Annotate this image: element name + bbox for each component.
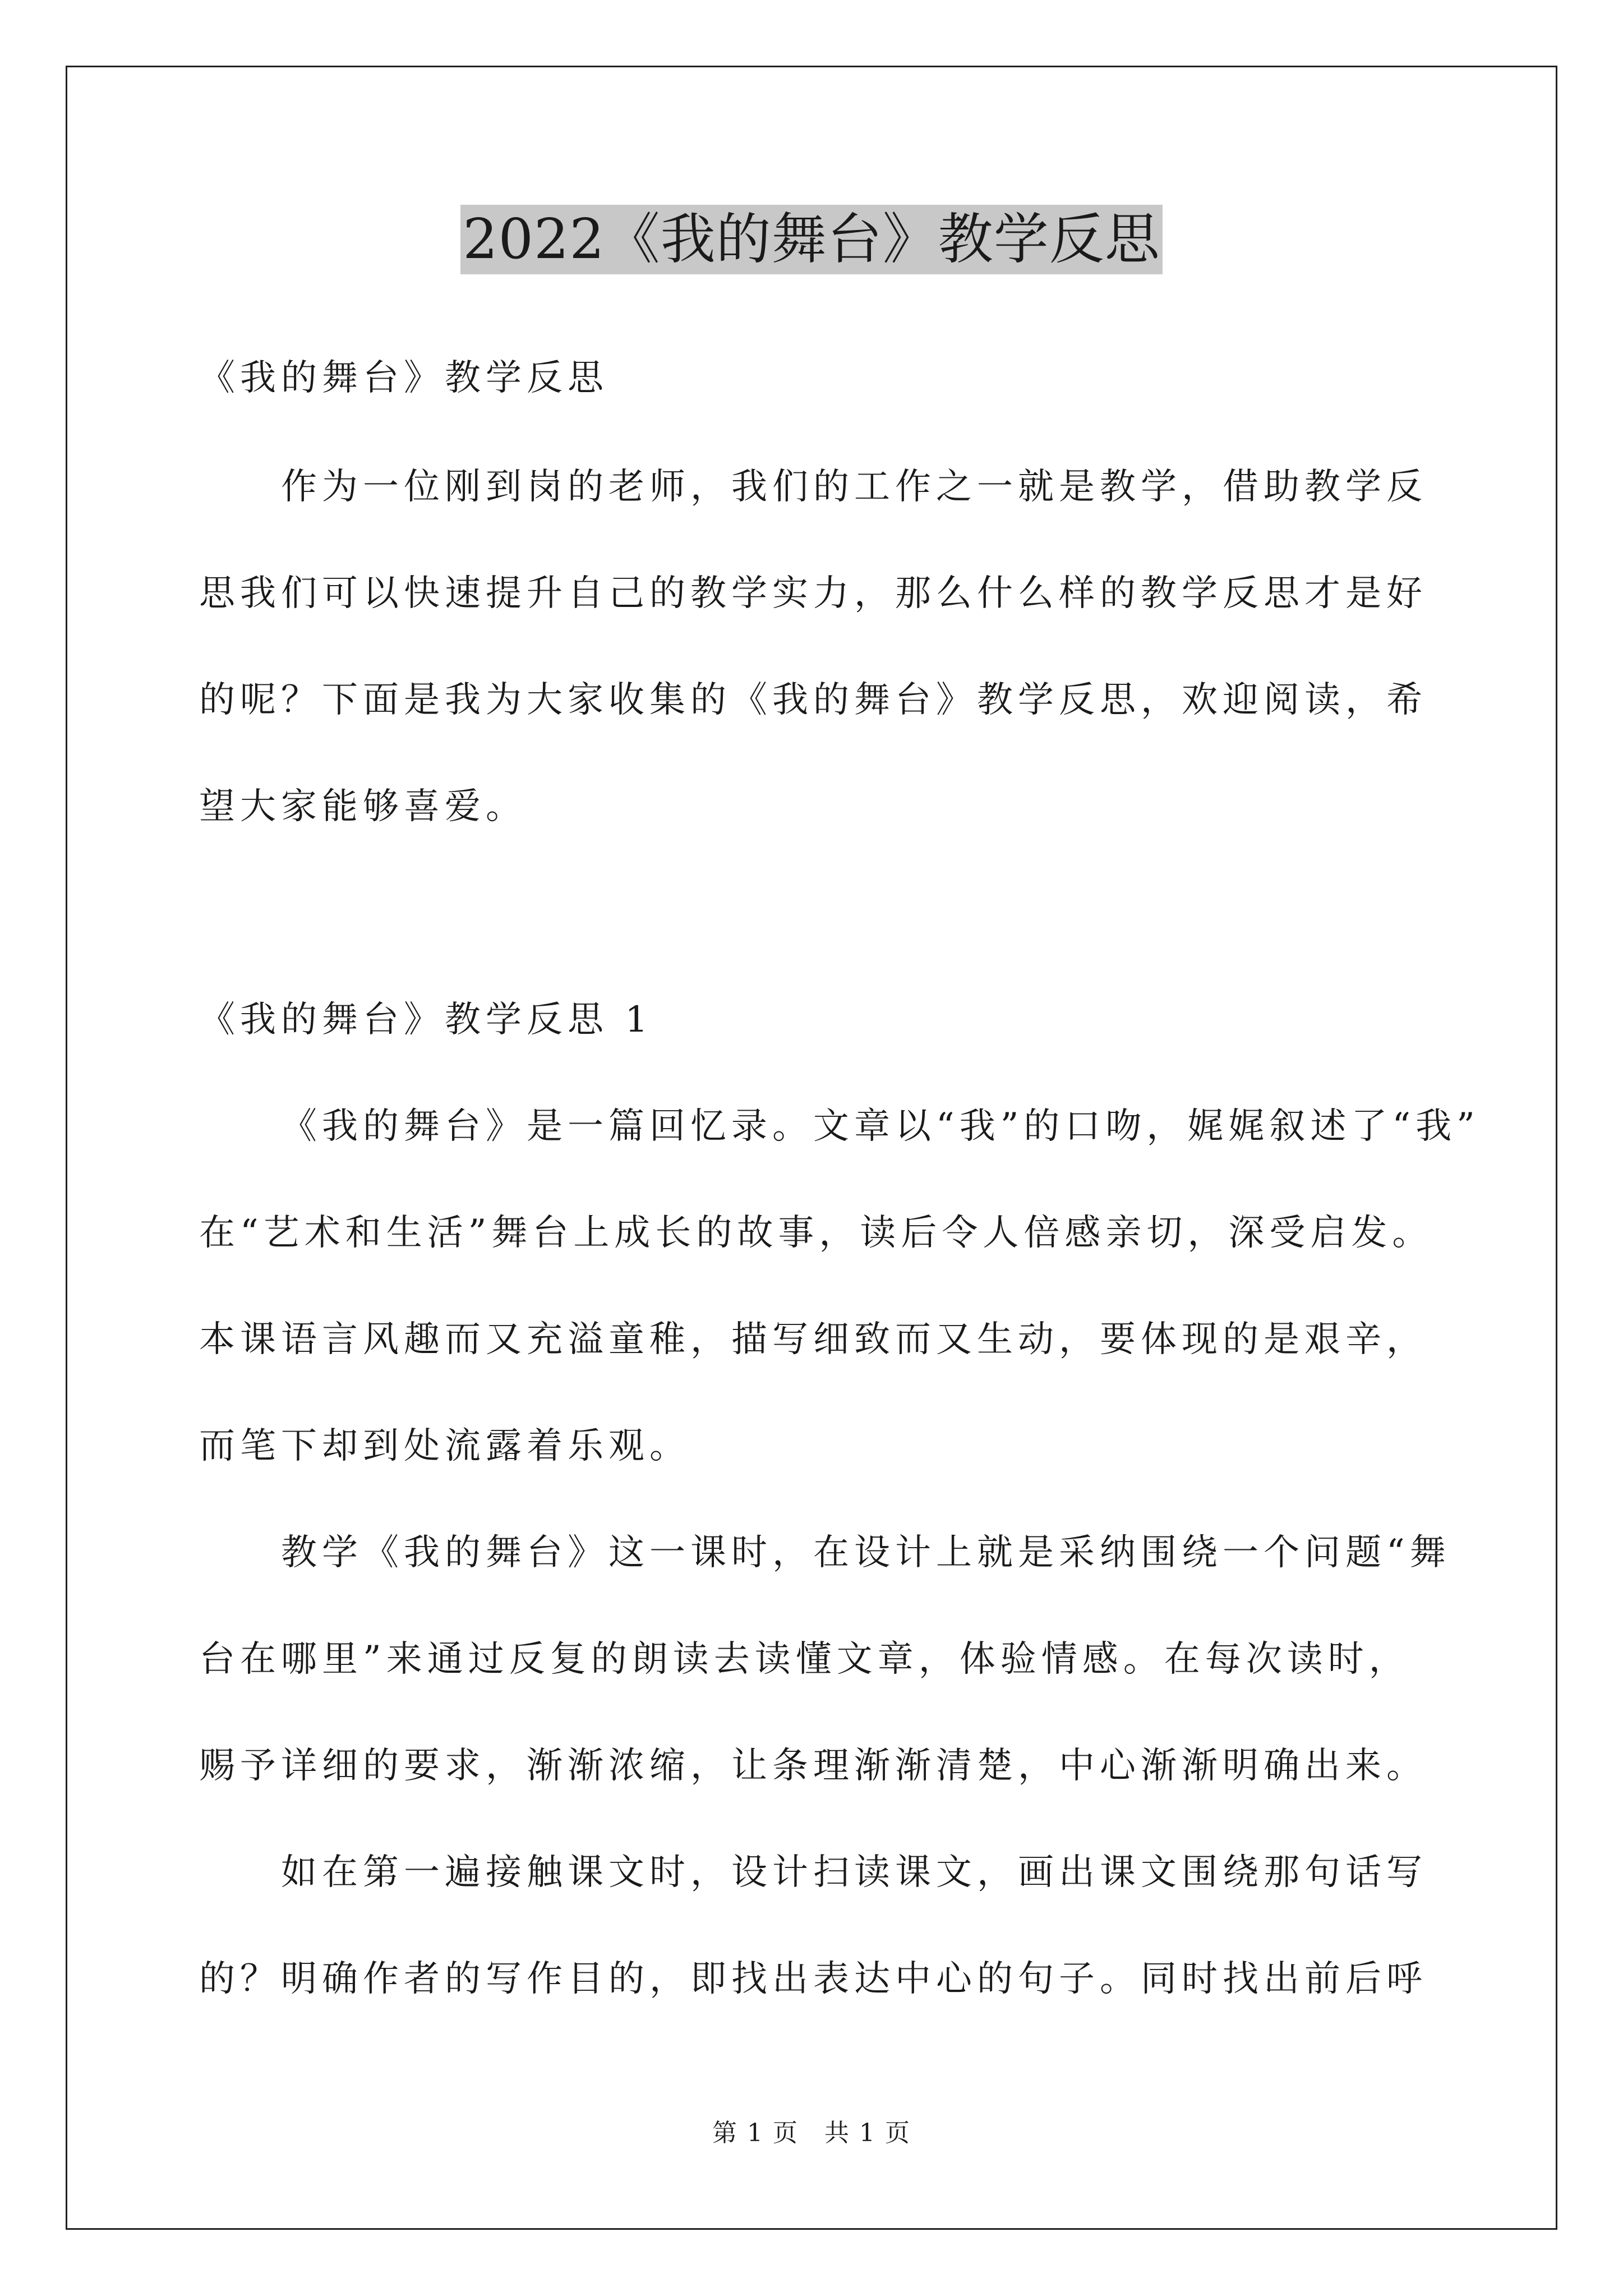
document-title: 2022《我的舞台》教学反思 <box>460 205 1162 274</box>
page-footer: 第 1 页 共 1 页 <box>712 2119 911 2147</box>
paragraph-line: 在“艺术和生活”舞台上成长的故事，读后令人倍感亲切，深受启发。 <box>199 1212 1433 1254</box>
paragraph-line: 作为一位刚到岗的老师，我们的工作之一就是教学，借助教学反 <box>281 466 1427 508</box>
paragraph-line: 而笔下却到处流露着乐观。 <box>199 1425 690 1467</box>
paragraph-line: 台在哪里”来通过反复的朗读去读懂文章，体验情感。在每次读时， <box>199 1639 1410 1680</box>
paragraph-line: 望大家能够喜爱。 <box>199 786 527 827</box>
paragraph-line: 的呢？下面是我为大家收集的《我的舞台》教学反思，欢迎阅读，希 <box>199 679 1427 721</box>
paragraph-line: 思我们可以快速提升自己的教学实力，那么什么样的教学反思才是好 <box>199 573 1427 614</box>
section-heading: 《我的舞台》教学反思 <box>199 357 608 399</box>
paragraph-line: 本课语言风趣而又充溢童稚，描写细致而又生动，要体现的是艰辛， <box>199 1319 1427 1360</box>
paragraph-line: 教学《我的舞台》这一课时，在设计上就是采纳围绕一个问题“舞 <box>281 1532 1451 1573</box>
paragraph-line: 赐予详细的要求，渐渐浓缩，让条理渐渐清楚，中心渐渐明确出来。 <box>199 1745 1427 1787</box>
paragraph-line: 《我的舞台》是一篇回忆录。文章以“我”的口吻，娓娓叙述了“我” <box>281 1106 1480 1147</box>
paragraph-line: 的？明确作者的写作目的，即找出表达中心的句子。同时找出前后呼 <box>199 1958 1427 2000</box>
section-heading: 《我的舞台》教学反思 1 <box>199 999 653 1041</box>
title-container <box>0 205 1623 274</box>
paragraph-line: 如在第一遍接触课文时，设计扫读课文，画出课文围绕那句话写 <box>281 1852 1427 1893</box>
